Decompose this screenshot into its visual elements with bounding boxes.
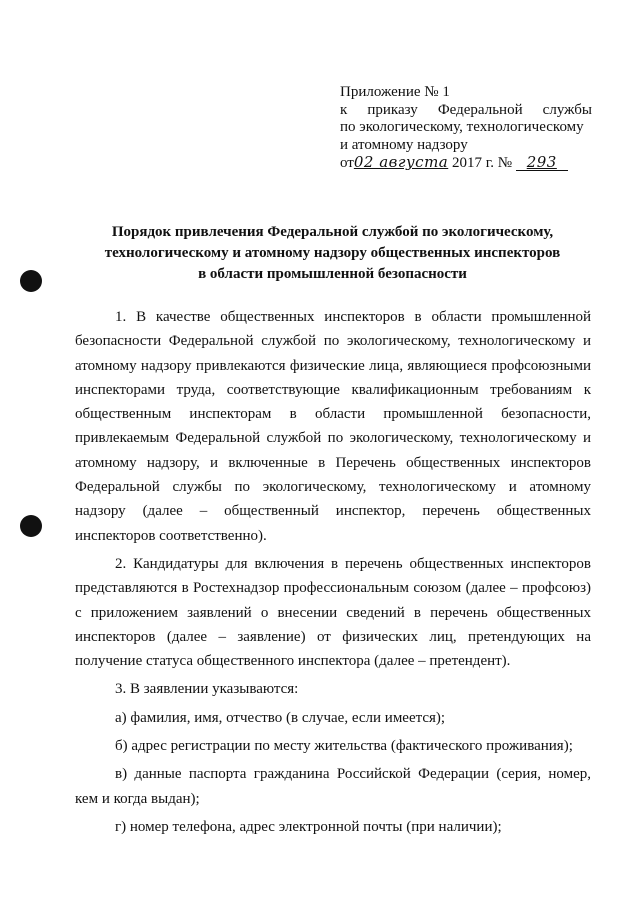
appendix-agency-line-2: и атомному надзору: [340, 136, 468, 153]
document-title: [75, 222, 590, 285]
list-item-b: б) адрес регистрации по месту жительства (фактического проживания);: [115, 738, 573, 755]
list-item-g: г) номер телефона, адрес электронной почты (при наличии);: [115, 818, 502, 835]
list-item-v: в) данные паспорта гражданина Российской Федерации (серия, номер, кем и когда выдан);: [75, 766, 591, 807]
document-body: [75, 305, 591, 843]
title-line: в области промышленной безопасности: [198, 266, 467, 282]
handwritten-order-number: 293: [516, 155, 568, 171]
punch-hole-mark: [20, 515, 42, 537]
title-line: Порядок привлечения Федеральной службой по экологическому,: [111, 224, 554, 240]
handwritten-date: 02 августа: [353, 153, 449, 171]
appendix-agency-line: по экологическому, технологическому: [340, 119, 584, 135]
title-line: технологическому и атомному надзору общественных инспекторов: [104, 245, 561, 261]
year-text: 2017 г. №: [452, 155, 513, 171]
punch-hole-mark: [20, 270, 42, 292]
date-prefix: от: [340, 155, 354, 171]
appendix-title: Приложение № 1: [340, 84, 450, 100]
paragraph-2: 2. Кандидатуры для включения в перечень общественных инспекторов представляются в Ростехнадзор профессиональным союзом (далее – профсоюз) с приложением заявлений о внесении сведений в перечень общественных инспекторов (далее – заявление) от физических лиц, претендующих на получение статуса общественного инспектора (далее – претендент).: [75, 555, 591, 670]
paragraph-1: 1. В качестве общественных инспекторов в области промышленной безопасности Федеральной службой по экологическому, технологическому и атомному надзору привлекаются физические лица, являющиеся профсоюзными инспекторами труда, соответствующие квалификационным требованиям к общественным инспекторам в области промышленной безопасности, привлекаемым Федеральной службой по экологическому, технологическому и атомному надзору, и включенные в Перечень общественных инспекторов Федеральной службы по экологическому, технологическому и атомному надзору (далее – общественный инспектор, перечень общественных инспекторов соответственно).: [75, 309, 591, 544]
list-item-a: а) фамилия, имя, отчество (в случае, если имеется);: [115, 709, 446, 726]
paragraph-3: 3. В заявлении указываются:: [115, 681, 299, 698]
appendix-order-line: к приказу Федеральной службы: [340, 101, 592, 118]
appendix-header: [340, 84, 592, 173]
appendix-date-line: [340, 154, 592, 173]
